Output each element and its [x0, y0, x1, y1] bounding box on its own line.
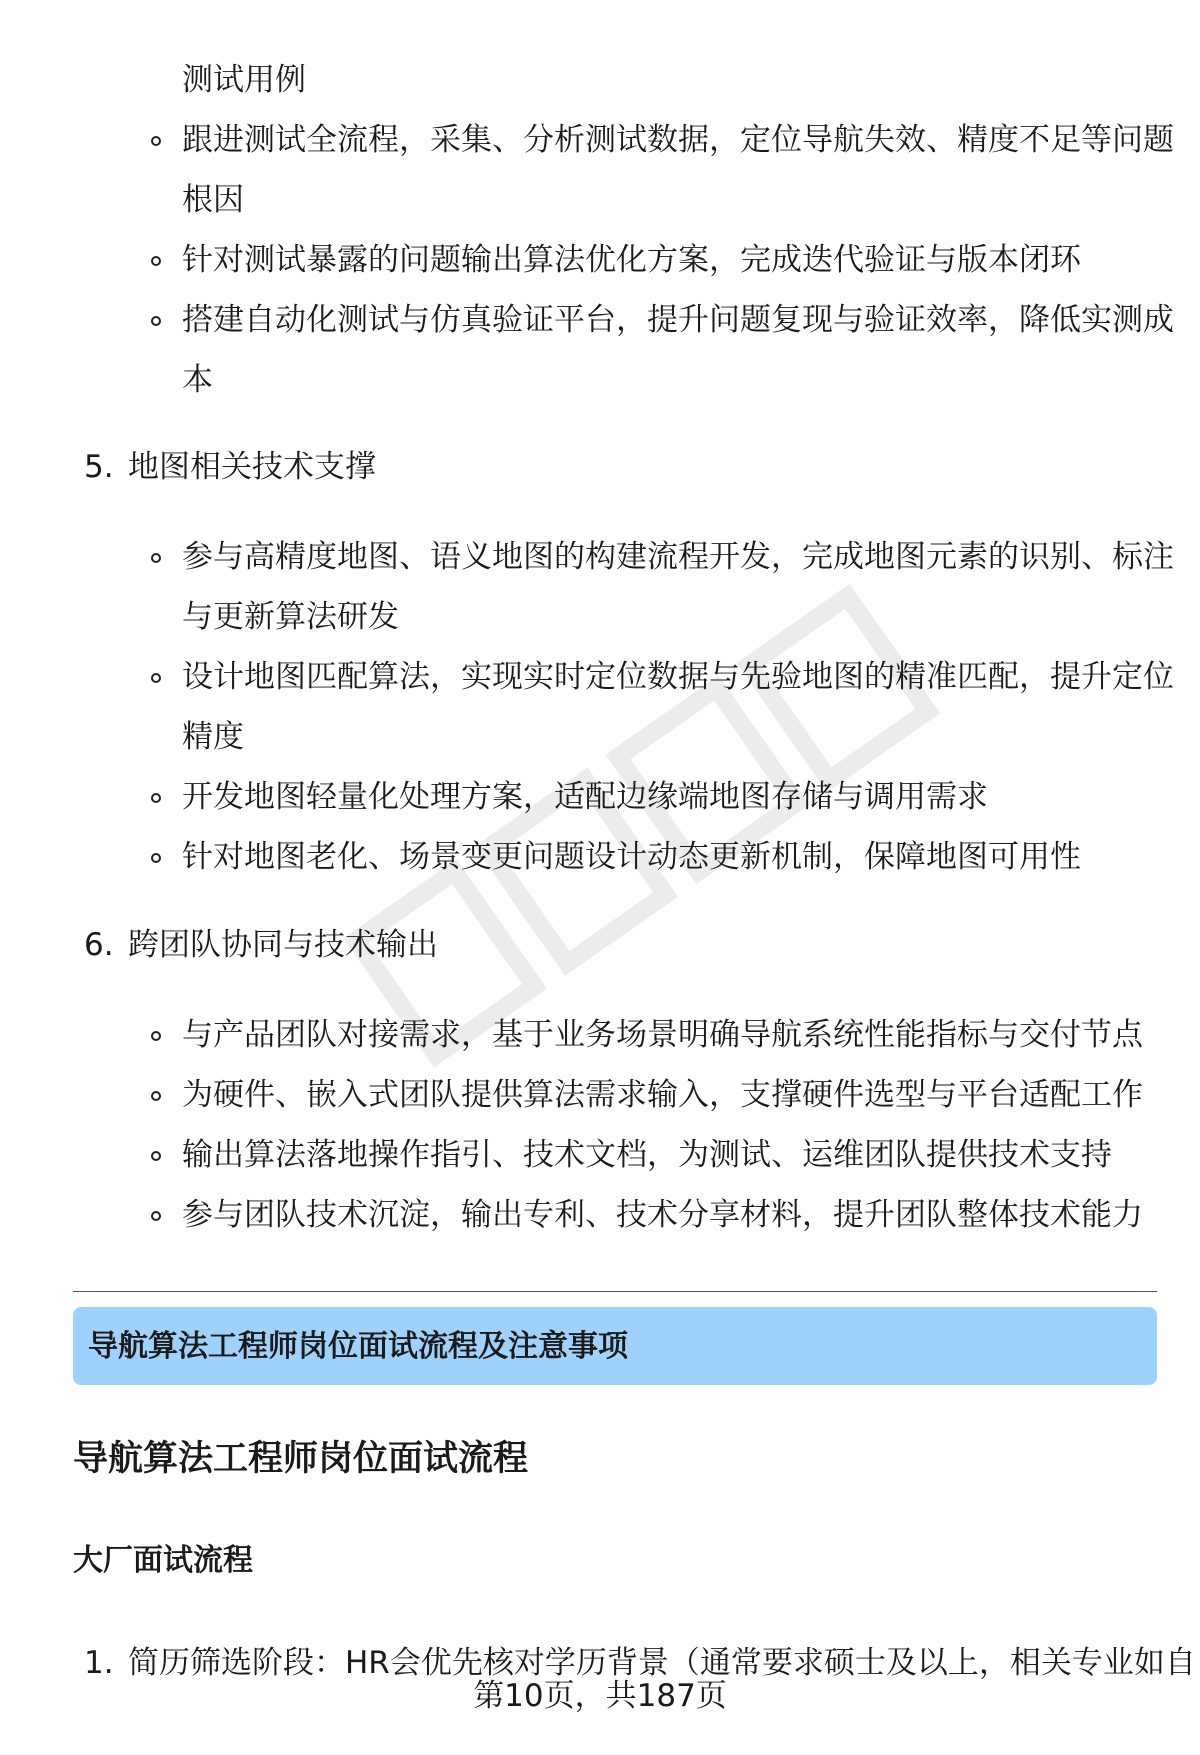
list-item-text: 根因: [182, 182, 244, 218]
bullet-icon: [151, 316, 161, 326]
list-item-text: 输出算法落地操作指引、技术文档，为测试、运维团队提供技术支持: [182, 1137, 1112, 1173]
list-item-text: 本: [182, 362, 213, 398]
bullet-icon: [151, 853, 161, 863]
section-title: 地图相关技术支撑: [128, 449, 376, 485]
banner-title: 导航算法工程师岗位面试流程及注意事项: [88, 1329, 628, 1364]
section-number: 6.: [84, 927, 114, 963]
list-item-text: 开发地图轻量化处理方案，适配边缘端地图存储与调用需求: [182, 779, 988, 815]
bullet-icon: [151, 793, 161, 803]
continued-text: 测试用例: [182, 62, 306, 98]
page-heading: 导航算法工程师岗位面试流程: [73, 1439, 529, 1479]
process-item-text: 简历筛选阶段：HR会优先核对学历背景（通常要求硕士及以上，相关专业如自: [128, 1645, 1196, 1681]
bullet-icon: [151, 1211, 161, 1221]
list-item-text: 针对测试暴露的问题输出算法优化方案，完成迭代验证与版本闭环: [182, 242, 1081, 278]
bullet-icon: [151, 136, 161, 146]
bullet-icon: [151, 256, 161, 266]
bullet-icon: [151, 1091, 161, 1101]
section-number: 5.: [84, 449, 114, 485]
page-footer: 第10页，共187页: [473, 1678, 727, 1714]
list-item-text: 为硬件、嵌入式团队提供算法需求输入，支撑硬件选型与平台适配工作: [182, 1077, 1143, 1113]
list-item-text: 针对地图老化、场景变更问题设计动态更新机制，保障地图可用性: [182, 839, 1081, 875]
bullet-icon: [151, 1151, 161, 1161]
bullet-icon: [151, 553, 161, 563]
list-item-text: 搭建自动化测试与仿真验证平台，提升问题复现与验证效率，降低实测成: [182, 302, 1174, 338]
list-item-text: 与产品团队对接需求，基于业务场景明确导航系统性能指标与交付节点: [182, 1017, 1143, 1053]
horizontal-divider: [73, 1291, 1157, 1292]
list-item-text: 精度: [182, 719, 244, 755]
subheading: 大厂面试流程: [73, 1543, 253, 1578]
list-item-text: 与更新算法研发: [182, 599, 399, 635]
list-number: 1.: [84, 1645, 114, 1681]
section-title: 跨团队协同与技术输出: [128, 927, 438, 963]
list-item-text: 跟进测试全流程，采集、分析测试数据，定位导航失效、精度不足等问题: [182, 122, 1174, 158]
list-item-text: 设计地图匹配算法，实现实时定位数据与先验地图的精准匹配，提升定位: [182, 659, 1174, 695]
bullet-icon: [151, 1031, 161, 1041]
list-item-text: 参与高精度地图、语义地图的构建流程开发，完成地图元素的识别、标注: [182, 539, 1174, 575]
list-item-text: 参与团队技术沉淀，输出专利、技术分享材料，提升团队整体技术能力: [182, 1197, 1143, 1233]
bullet-icon: [151, 673, 161, 683]
